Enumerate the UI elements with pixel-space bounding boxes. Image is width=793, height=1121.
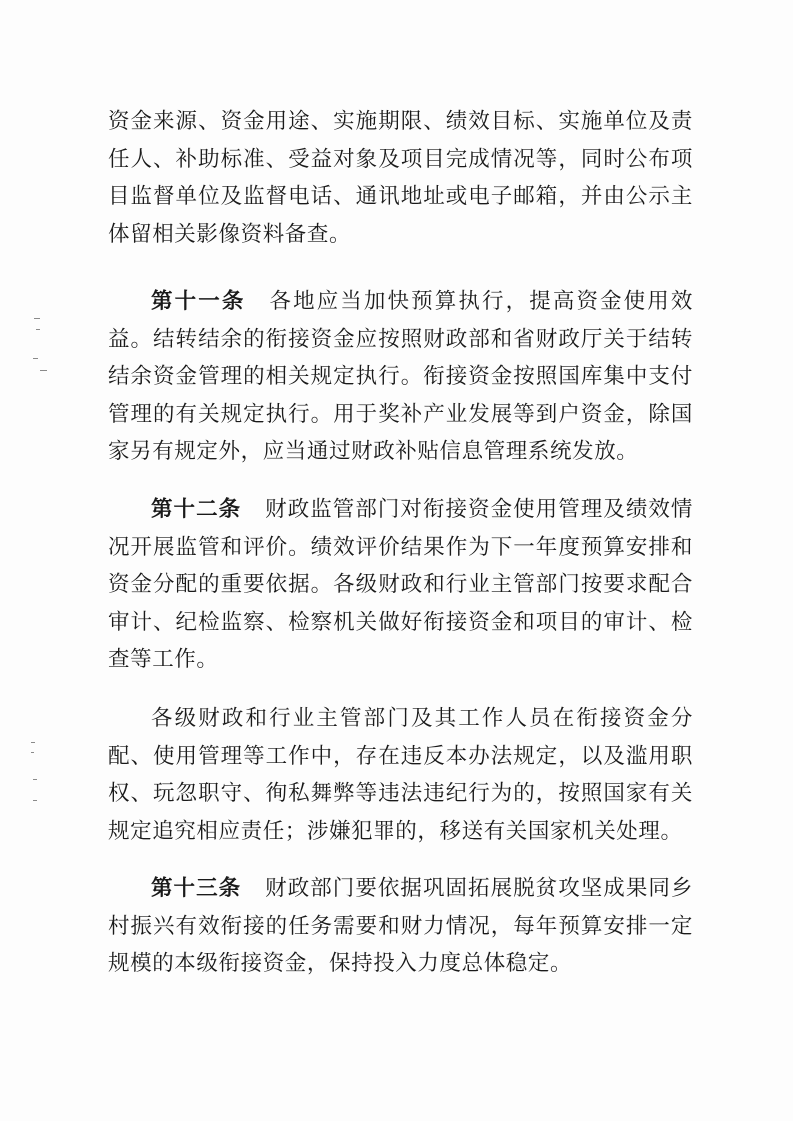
article-12-paragraph-2 — [108, 700, 693, 850]
article-number: 第十三条 — [151, 876, 242, 901]
scan-mark — [33, 779, 37, 780]
scan-mark — [34, 318, 40, 319]
article-11 — [108, 283, 693, 471]
scan-mark — [31, 752, 34, 753]
scan-mark — [31, 742, 35, 743]
article-12 — [108, 491, 693, 679]
paragraph-text: 各地应当加快预算执行，提高资金使用效益。结转结余的衔接资金应按照财政部和省财政厅关于结转结余资金管理的相关规定执行。衔接资金按照国库集中支付管理的有关规定执行。用于奖补产业发展等到户资金，除国家另有规定外，应当通过财政补贴信息管理系统发放。 — [108, 289, 693, 465]
scan-mark — [36, 329, 40, 330]
paragraph-text: 财政部门要依据巩固拓展脱贫攻坚成果同乡村振兴有效衔接的任务需要和财力情况，每年预算安排一定规模的本级衔接资金，保持投入力度总体稳定。 — [108, 876, 693, 977]
paragraph-text: 资金来源、资金用途、实施期限、绩效目标、实施单位及责任人、补助标准、受益对象及项目完成情况等，同时公布项目监督单位及监督电话、通讯地址或电子邮箱，并由公示主体留相关影像资料备查。 — [108, 109, 693, 247]
scan-mark — [40, 370, 47, 371]
paragraph-text: 财政监管部门对衔接资金使用管理及绩效情况开展监管和评价。绩效评价结果作为下一年度预算安排和资金分配的重要依据。各级财政和行业主管部门按要求配合审计、纪检监察、检察机关做好衔接资金和项目的审计、检查等工作。 — [108, 497, 693, 673]
scan-mark — [33, 800, 37, 801]
paragraph-continuation — [108, 103, 693, 253]
article-13 — [108, 870, 693, 983]
article-number: 第十一条 — [151, 289, 246, 314]
article-number: 第十二条 — [151, 497, 242, 522]
scan-mark — [33, 358, 38, 359]
paragraph-text: 各级财政和行业主管部门及其工作人员在衔接资金分配、使用管理等工作中，存在违反本办法规定，以及滥用职权、玩忽职守、徇私舞弊等违法违纪行为的，按照国家有关规定追究相应责任；涉嫌犯罪的，移送有关国家机关处理。 — [108, 706, 693, 844]
